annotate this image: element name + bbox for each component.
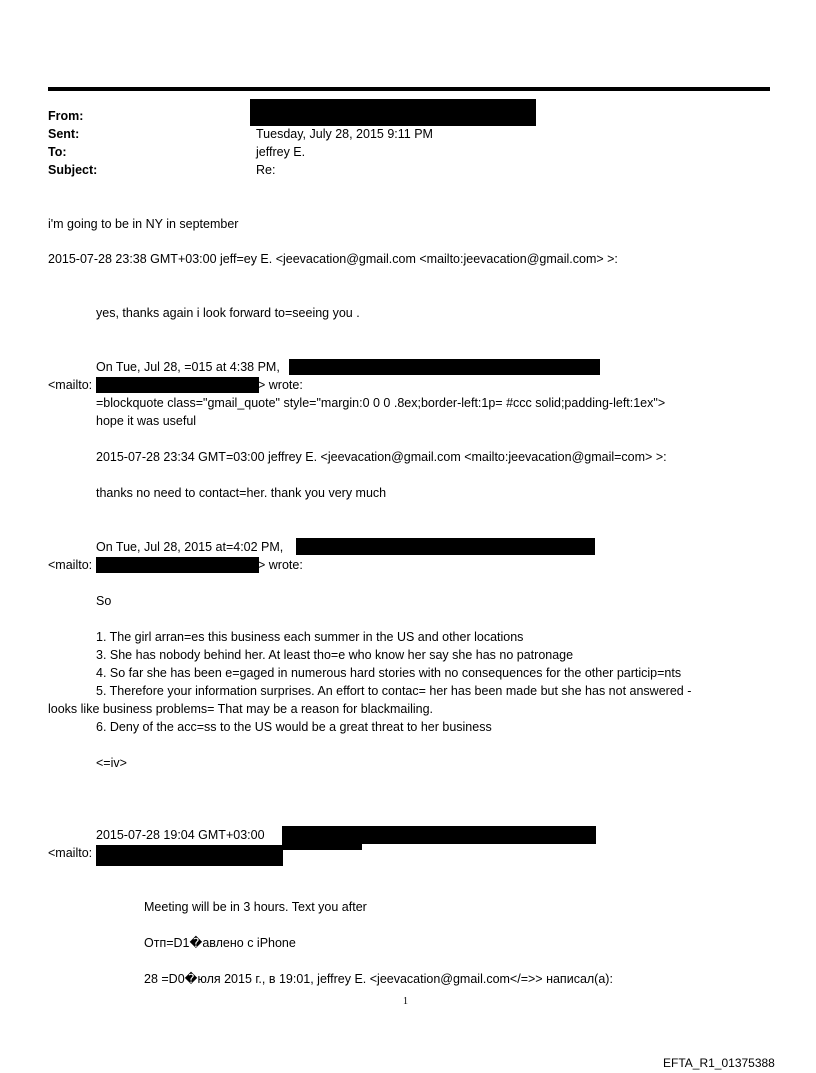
body-line: > wrote: (258, 558, 303, 572)
body-line: 2015-07-28 19:04 GMT+03:00 (96, 828, 265, 842)
body-line: hope it was useful (96, 414, 197, 428)
body-line: =blockquote class="gmail_quote" style="margin:0 0 0 .8ex;border-left:1p= #ccc solid;padding-left:1ex"> (96, 396, 666, 410)
sent-value: Tuesday, July 28, 2015 9:11 PM (256, 127, 433, 141)
body-line: looks like business problems= That may be a reason for blackmailing. (48, 702, 434, 716)
body-line: On Tue, Jul 28, =015 at 4:38 PM, (96, 360, 280, 374)
page-number: 1 (403, 996, 408, 1007)
to-value: jeffrey E. (256, 145, 306, 159)
redaction (96, 845, 283, 866)
body-line: 28 =D0�юля 2015 г., в 19:01, jeffrey E. <jeevacation@gmail.com</=>> написал(а): (144, 972, 613, 986)
body-line: i'm going to be in NY in september (48, 217, 239, 231)
body-line: So (96, 594, 112, 608)
body-line: 2015-07-28 23:34 GMT=03:00 jeffrey E. <jeevacation@gmail.com <mailto:jeevacation@gmail=com> >: (96, 450, 667, 464)
redaction-from (250, 99, 536, 126)
bates-number: EFTA_R1_01375388 (663, 1056, 775, 1070)
sent-label: Sent: (48, 127, 80, 141)
body-line: Отп=D1�авлено с iPhone (144, 936, 296, 950)
redaction (362, 826, 596, 844)
body-line: <mailto: (48, 846, 93, 860)
redaction (96, 557, 259, 573)
redaction (289, 359, 600, 375)
body-line: 2015-07-28 23:38 GMT+03:00 jeff=ey E. <jeevacation@gmail.com <mailto:jeevacation@gmail.com> >: (48, 252, 618, 266)
subject-label: Subject: (48, 163, 98, 177)
body-line: > wrote: (258, 378, 303, 392)
body-line: On Tue, Jul 28, 2015 at=4:02 PM, (96, 540, 284, 554)
header-rule (48, 87, 770, 91)
from-label: From: (48, 109, 84, 123)
redaction (296, 538, 595, 555)
body-line: 5. Therefore your information surprises. An effort to contac= her has been made but she has not answered - (96, 684, 692, 698)
redaction (96, 377, 259, 393)
body-line: 3. She has nobody behind her. At least tho=e who know her say she has no patronage (96, 648, 574, 662)
body-line: <mailto: (48, 378, 93, 392)
body-line: Meeting will be in 3 hours. Text you after (144, 900, 367, 914)
to-label: To: (48, 145, 67, 159)
subject-value: Re: (256, 163, 276, 177)
body-line: 1. The girl arran=es this business each summer in the US and other locations (96, 630, 524, 644)
body-line: 4. So far she has been e=gaged in numerous hard stories with no consequences for the other particip=nts (96, 666, 682, 680)
body-line: <=iv> (96, 756, 127, 770)
redaction (282, 826, 362, 850)
body-line: 6. Deny of the acc=ss to the US would be a great threat to her business (96, 720, 492, 734)
body-line: thanks no need to contact=her. thank you very much (96, 486, 387, 500)
body-line: yes, thanks again i look forward to=seeing you . (96, 306, 360, 320)
body-line: <mailto: (48, 558, 93, 572)
